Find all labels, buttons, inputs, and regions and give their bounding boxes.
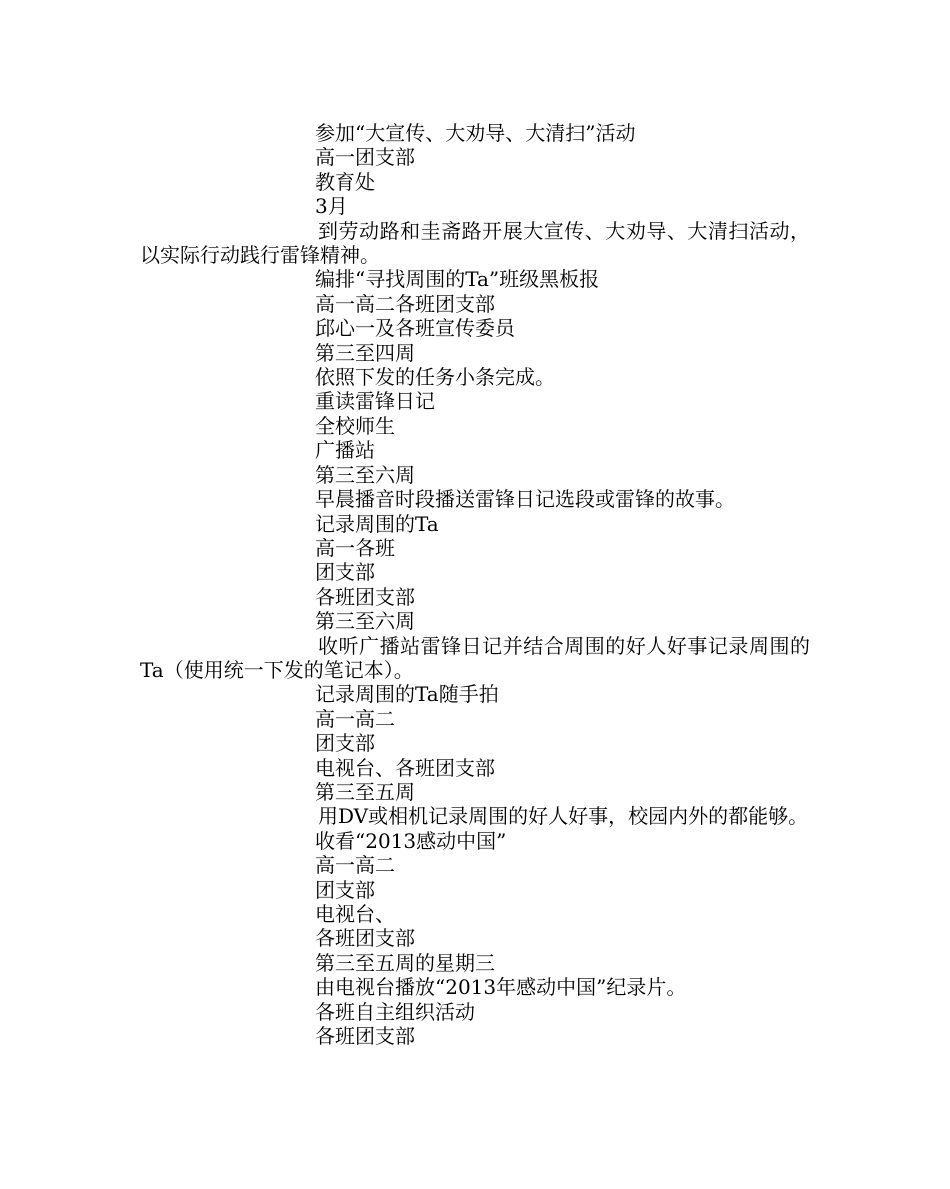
text-line: 电视台、	[315, 902, 395, 926]
text-line: 早晨播音时段播送雷锋日记选段或雷锋的故事。	[315, 487, 735, 512]
text-line: 编排“寻找周围的Ta”班级黑板报	[315, 267, 600, 292]
text-line: 第三至六周	[315, 609, 415, 634]
text-line: 团支部	[315, 560, 375, 585]
text-line: 各班团支部	[315, 584, 415, 609]
text-line: 高一高二各班团支部	[315, 291, 495, 316]
text-line: 依照下发的任务小条完成。	[315, 365, 555, 390]
text-line: 高一团支部	[315, 145, 415, 170]
text-line: 由电视台播放“2013年感动中国”纪录片。	[315, 975, 687, 1000]
text-line: 高一高二	[315, 706, 395, 731]
text-line: 记录周围的Ta	[315, 511, 439, 536]
text-line: 第三至五周	[315, 779, 415, 804]
text-line: 3月	[315, 194, 348, 219]
text-line: 各班自主组织活动	[315, 999, 475, 1024]
document-body	[0, 121, 950, 1048]
text-line: 全校师生	[315, 413, 395, 438]
text-line: 邱心一及各班宣传委员	[315, 316, 515, 341]
text-line: 各班团支部	[315, 926, 415, 951]
text-line: 教育处	[315, 169, 375, 194]
text-line: 参加“大宣传、大劝导、大清扫”活动	[315, 121, 636, 145]
text-line: 重读雷锋日记	[315, 389, 435, 414]
text-line: 收看“2013感动中国”	[315, 828, 507, 853]
text-line: 各班团支部	[315, 1024, 415, 1049]
text-line: 第三至四周	[315, 340, 415, 365]
text-line: 团支部	[315, 731, 375, 756]
text-line: 高一各班	[315, 535, 395, 560]
text-line: 第三至六周	[315, 462, 415, 487]
paragraph-text: 到劳动路和圭斋路开展大宣传、大劝导、大清扫活动，以实际行动践行雷锋精神。	[140, 218, 810, 268]
text-line: 团支部	[315, 877, 375, 902]
text-line: 广播站	[315, 438, 375, 463]
text-line: 电视台、各班团支部	[315, 755, 495, 780]
paragraph-text: 收听广播站雷锋日记并结合周围的好人好事记录周围的Ta（使用统一下发的笔记本）。	[140, 633, 810, 682]
text-line: 记录周围的Ta随手拍	[315, 682, 499, 707]
paragraph-text: 用DV或相机记录周围的好人好事，校园内外的都能够。	[318, 804, 809, 829]
text-line: 第三至五周的星期三	[315, 950, 495, 975]
text-line: 高一高二	[315, 853, 395, 878]
